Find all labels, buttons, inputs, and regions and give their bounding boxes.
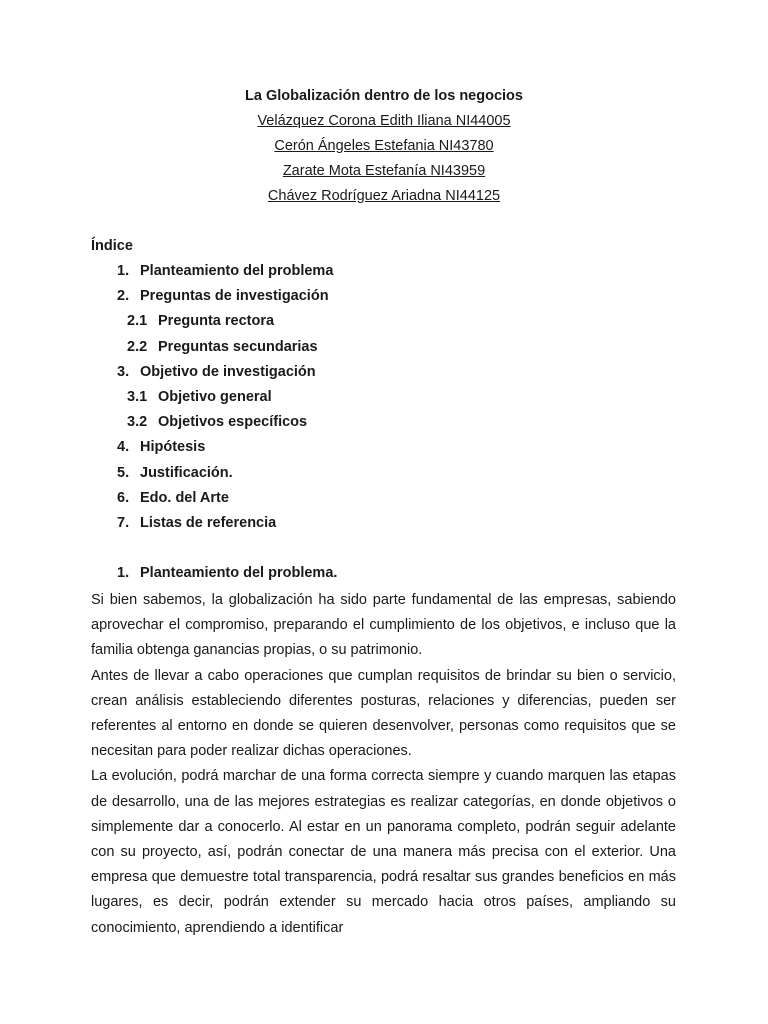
index-item-number: 2. <box>117 288 130 305</box>
section-title: Planteamiento del problema. <box>140 565 338 581</box>
author-line: Zarate Mota Estefanía NI43959 <box>282 163 486 179</box>
index-item-number: 3.1 <box>127 388 148 405</box>
body-paragraph: Antes de llevar a cabo operaciones que cumplan requisitos de brindar su bien o servicio, crean análisis estableciendo diferentes posturas, relaciones y diferencias, pueden ser referentes al entorno en donde se quieren desenvolver, personas como requisitos que se necesitan para poder realizar dichas operaciones. <box>91 667 676 760</box>
index-item <box>91 463 691 488</box>
index-item-label: Objetivo general <box>158 388 272 405</box>
index-subitem <box>91 311 691 336</box>
index-item-number: 2.2 <box>127 338 148 355</box>
index-item <box>91 261 691 286</box>
section-heading <box>91 563 676 588</box>
section-number: 1. <box>117 565 130 581</box>
index-item-label: Planteamiento del problema <box>140 263 334 279</box>
section-planteamiento <box>91 563 676 941</box>
document-title: La Globalización dentro de los negocios <box>245 88 523 104</box>
index-item-number: 3. <box>117 363 130 380</box>
index-item <box>91 513 691 538</box>
author-line: Cerón Ángeles Estefania NI43780 <box>274 138 494 154</box>
index-subitem <box>91 412 691 437</box>
index-item-label: Hipótesis <box>140 439 206 456</box>
index-item-number: 2.1 <box>127 313 148 330</box>
index-item-label: Preguntas de investigación <box>140 288 329 305</box>
table-of-contents <box>91 236 691 538</box>
body-paragraph: La evolución, podrá marchar de una forma correcta siempre y cuando marquen las etapas de desarrollo, una de las mejores estrategias es realizar categorías, en donde objetivos o simplemente dar a conocerlo. Al estar en un panorama completo, podrán seguir adelante con su proyecto, así, podrán conectar de una manera más precisa con el exterior. Una empresa que demuestre total transparencia, podrá resaltar sus grandes beneficios en más lugares, es decir, podrán extender su mercado hacia otros países, ampliando su conocimiento, aprendiendo a identificar <box>91 768 676 936</box>
index-item-label: Listas de referencia <box>140 514 277 531</box>
body-paragraph: Si bien sabemos, la globalización ha sido parte fundamental de las empresas, sabiendo aprovechar el compromiso, preparando el cumplimiento de los objetivos, e incluso que la familia obtenga ganancias propias, o su patrimonio. <box>91 592 676 659</box>
index-item-label: Preguntas secundarias <box>158 338 318 355</box>
index-item <box>91 362 691 387</box>
index-item-number: 1. <box>117 263 130 279</box>
index-item <box>91 437 691 462</box>
index-item-label: Objetivo de investigación <box>140 363 316 380</box>
title-block <box>0 86 768 211</box>
index-item-label: Pregunta rectora <box>158 313 275 330</box>
index-item-label: Justificación. <box>140 464 233 481</box>
index-item-number: 4. <box>117 439 130 456</box>
index-item-number: 6. <box>117 489 130 506</box>
index-item-number: 3.2 <box>127 414 148 431</box>
index-item-number: 5. <box>117 464 130 481</box>
index-subitem <box>91 387 691 412</box>
index-subitem <box>91 337 691 362</box>
author-line: Chávez Rodríguez Ariadna NI44125 <box>267 188 501 204</box>
index-item <box>91 488 691 513</box>
author-line: Velázquez Corona Edith Iliana NI44005 <box>257 113 511 129</box>
index-heading: Índice <box>91 238 133 254</box>
index-item <box>91 286 691 311</box>
index-item-label: Edo. del Arte <box>140 489 229 506</box>
index-item-number: 7. <box>117 514 130 531</box>
index-item-label: Objetivos específicos <box>158 414 308 431</box>
